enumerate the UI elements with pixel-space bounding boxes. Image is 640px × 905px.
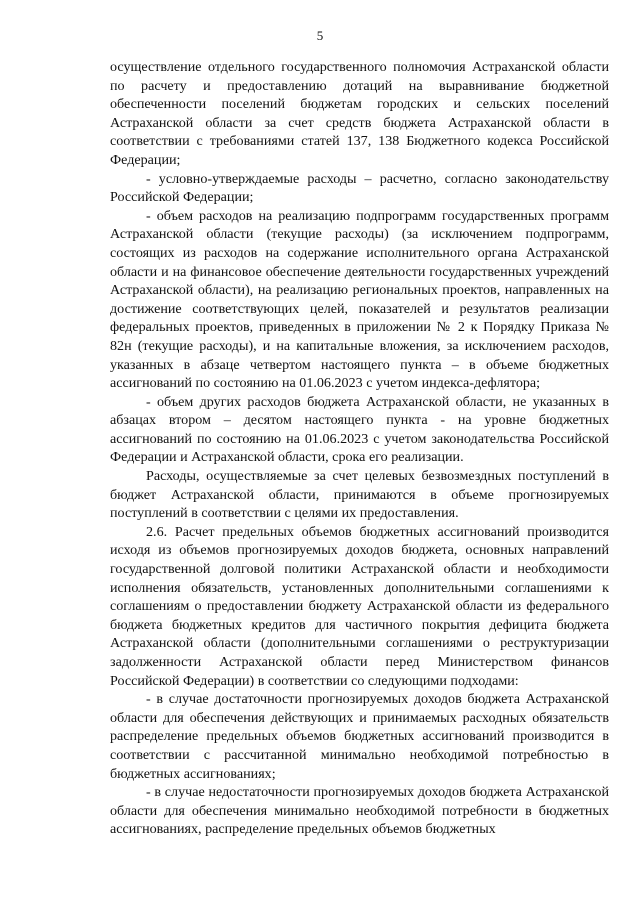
paragraph-other-expenses: - объем других расходов бюджета Астраханской области, не указанных в абзацах втором – десятом настоящего пункта - на уровне бюджетных ассигнований по состоянию на 01.06.2023 с учетом законодательства Российской Федерации и Астраханской области, срока его реализации. bbox=[110, 393, 609, 466]
paragraph-targeted-receipts: Расходы, осуществляемые за счет целевых безвозмездных поступлений в бюджет Астраханской области, принимаются в объеме прогнозируемых поступлений в соответствии с целями их предоставления. bbox=[110, 468, 609, 522]
paragraph-continuation: осуществление отдельного государственного полномочия Астраханской области по расчету и предоставлению дотаций на выравнивание бюджетной обеспеченности поселений бюджетам городских и сельских поселений Астраханской области за счет средств бюджета Астраханской области в соответствии с требованиями статей 137, 138 Бюджетного кодекса Российской Федерации; bbox=[110, 59, 609, 168]
paragraph-subprogram-expenses: - объем расходов на реализацию подпрограмм государственных программ Астраханской области (текущие расходы) (за исключением подпрограмм, состоящих из расходов на содержание исполнительного органа Астраханской области и на финансовое обеспечение деятельности государственных учреждений Астраханской области), на реализацию региональных проектов, направленных на достижение соответствующих целей, показателей и результатов реализации федеральных проектов, приведенных в приложении № 2 к Порядку Приказа № 82н (текущие расходы), и на капитальные вложения, за исключением расходов, указанных в абзаце четвертом настоящего пункта – в объеме бюджетных ассигнований по состоянию на 01.06.2023 с учетом индекса-дефлятора; bbox=[110, 207, 609, 392]
paragraph-sufficient-revenue: - в случае достаточности прогнозируемых доходов бюджета Астраханской области для обеспечения действующих и принимаемых расходных обязательств распределение предельных объемов бюджетных ассигнований производится в соответствии с рассчитанной минимально необходимой потребностью в бюджетных ассигнованиях; bbox=[110, 691, 609, 782]
paragraph-conditional-expenses: - условно-утверждаемые расходы – расчетно, согласно законодательству Российской Федерации; bbox=[110, 170, 609, 206]
page-number: 5 bbox=[316, 28, 324, 43]
document-body bbox=[110, 58, 609, 839]
paragraph-insufficient-revenue: - в случае недостаточности прогнозируемых доходов бюджета Астраханской области для обеспечения минимально необходимой потребности в бюджетных ассигнованиях, распределение предельных объемов бюджетных bbox=[110, 784, 609, 838]
paragraph-section-2-6: 2.6. Расчет предельных объемов бюджетных ассигнований производится исходя из объемов прогнозируемых доходов бюджета, основных направлений государственной долговой политики Астраханской области и необходимости исполнения обязательств, установленных дополнительными соглашениями к соглашениям о предоставлении бюджету Астраханской области из федерального бюджета бюджетных кредитов для частичного покрытия дефицита бюджета Астраханской области (дополнительными соглашениями о реструктуризации задолженности Астраханской области перед Министерством финансов Российской Федерации) в соответствии со следующими подходами: bbox=[110, 523, 609, 689]
